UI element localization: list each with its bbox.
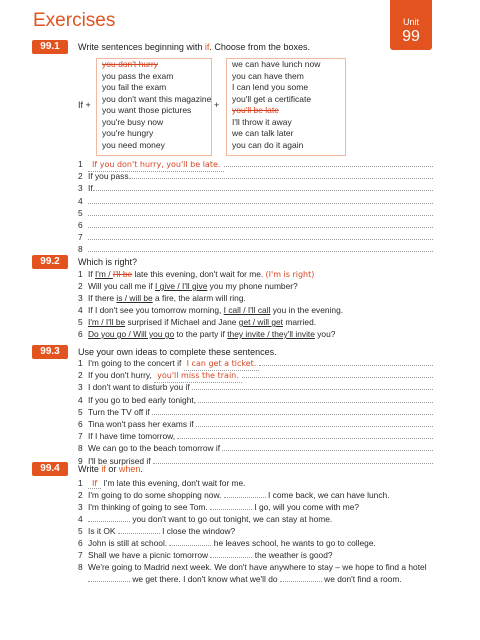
- exercise-line: 1 If I'm late this evening, don't wait for me.: [78, 478, 246, 488]
- answer-line[interactable]: 1 I'm going to the concert if I can get a ticket.: [78, 357, 433, 369]
- answer-line[interactable]: 4 If you go to bed early tonight,: [78, 394, 433, 406]
- exercise-instruction: Write sentences beginning with if. Choose from the boxes.: [78, 42, 310, 52]
- exercise-badge-99-3: 99.3: [32, 345, 68, 359]
- exercise-line: 7 Shall we have a picnic tomorrow the weather is good?: [78, 550, 333, 560]
- exercise-line: 8 We're going to Madrid next week. We don't have anywhere to stay – we hope to find a hotel: [78, 562, 427, 572]
- option-item: you can have them: [232, 70, 304, 81]
- option-item: we can talk later: [232, 128, 294, 138]
- answer-line[interactable]: 9 I'll be surprised if: [78, 455, 433, 467]
- option-item: you pass the exam: [102, 70, 174, 81]
- plus-sign: +: [214, 100, 220, 110]
- exercise-badge-99-2: 99.2: [32, 255, 68, 269]
- answer-line[interactable]: 6: [78, 219, 433, 231]
- answer-line[interactable]: 3 If: [78, 182, 433, 194]
- exercise-line: 6 John is still at school. he leaves school, he wants to go to college.: [78, 538, 376, 548]
- if-label: If +: [78, 100, 91, 110]
- option-item: we can have lunch now: [232, 59, 321, 69]
- exercise-line: 3 If there is / will be a fire, the alarm will ring.: [78, 293, 246, 303]
- answer-line[interactable]: 5: [78, 207, 433, 219]
- exercise-line: 2 I'm going to do some shopping now. I come back, we can have lunch.: [78, 490, 390, 500]
- exercise-instruction: Write if or when.: [78, 464, 143, 474]
- answer-line[interactable]: 8 We can go to the beach tomorrow if: [78, 442, 433, 454]
- option-item: you can do it again: [232, 139, 304, 150]
- answer-line[interactable]: 7 If I have time tomorrow,: [78, 430, 433, 442]
- exercise-badge-99-4: 99.4: [32, 462, 68, 476]
- exercise-line: 4 If I don't see you tomorrow morning, I call / I'll call you in the evening.: [78, 305, 344, 315]
- exercise-line: 2 Will you call me if I give / I'll give you my phone number?: [78, 281, 298, 291]
- option-item: I'll throw it away: [232, 116, 292, 127]
- unit-tab: [390, 0, 432, 50]
- answer-line[interactable]: 4: [78, 195, 433, 207]
- page-title: Exercises: [33, 10, 116, 31]
- answer-line[interactable]: 7: [78, 231, 433, 243]
- answer-line[interactable]: 2 If you don't hurry, you'll miss the train.: [78, 369, 433, 381]
- left-options-box: [96, 58, 212, 156]
- option-item: you don't want this magazine: [102, 93, 212, 104]
- right-options-box: [226, 58, 346, 156]
- unit-number: 99: [402, 28, 420, 45]
- option-item: you're busy now: [102, 116, 164, 127]
- exercise-line: 5 I'm / I'll be surprised if Michael and Jane get / will get married.: [78, 317, 317, 327]
- exercise-line: 1 If I'm / I'll be late this evening, don't wait for me. (I'm is right): [78, 269, 315, 279]
- exercise-instruction: Use your own ideas to complete these sentences.: [78, 347, 277, 357]
- answer-line[interactable]: 2 If you pass: [78, 170, 433, 182]
- option-item: you fail the exam: [102, 82, 167, 92]
- option-item: you'll be late: [232, 105, 279, 115]
- exercise-badge-99-1: 99.1: [32, 40, 68, 54]
- option-item: you're hungry: [102, 128, 154, 138]
- exercise-line: 5 Is it OK I close the window?: [78, 526, 236, 536]
- exercise-line: we get there. I don't know what we'll do we don't find a room.: [78, 573, 433, 585]
- unit-label: Unit: [402, 17, 419, 27]
- option-item: you need money: [102, 139, 165, 150]
- answer-line[interactable]: 5 Turn the TV off if: [78, 406, 433, 418]
- option-item: you don't hurry: [102, 59, 158, 69]
- option-item: you'll get a certificate: [232, 93, 312, 104]
- exercise-line: 4 you don't want to go out tonight, we can stay at home.: [78, 514, 333, 524]
- exercise-line: 3 I'm thinking of going to see Tom. I go, will you come with me?: [78, 502, 360, 512]
- answer-line[interactable]: 6 Tina won't pass her exams if: [78, 418, 433, 430]
- answer-line[interactable]: 8: [78, 243, 433, 255]
- exercise-instruction: Which is right?: [78, 257, 138, 267]
- exercise-line: 6 Do you go / Will you go to the party if they invite / they'll invite you?: [78, 329, 336, 339]
- answer-line[interactable]: 1 If you don't hurry, you'll be late.: [78, 158, 433, 170]
- answer-line[interactable]: 3 I don't want to disturb you if: [78, 381, 433, 393]
- option-item: you want those pictures: [102, 105, 192, 115]
- option-item: I can lend you some: [232, 82, 309, 92]
